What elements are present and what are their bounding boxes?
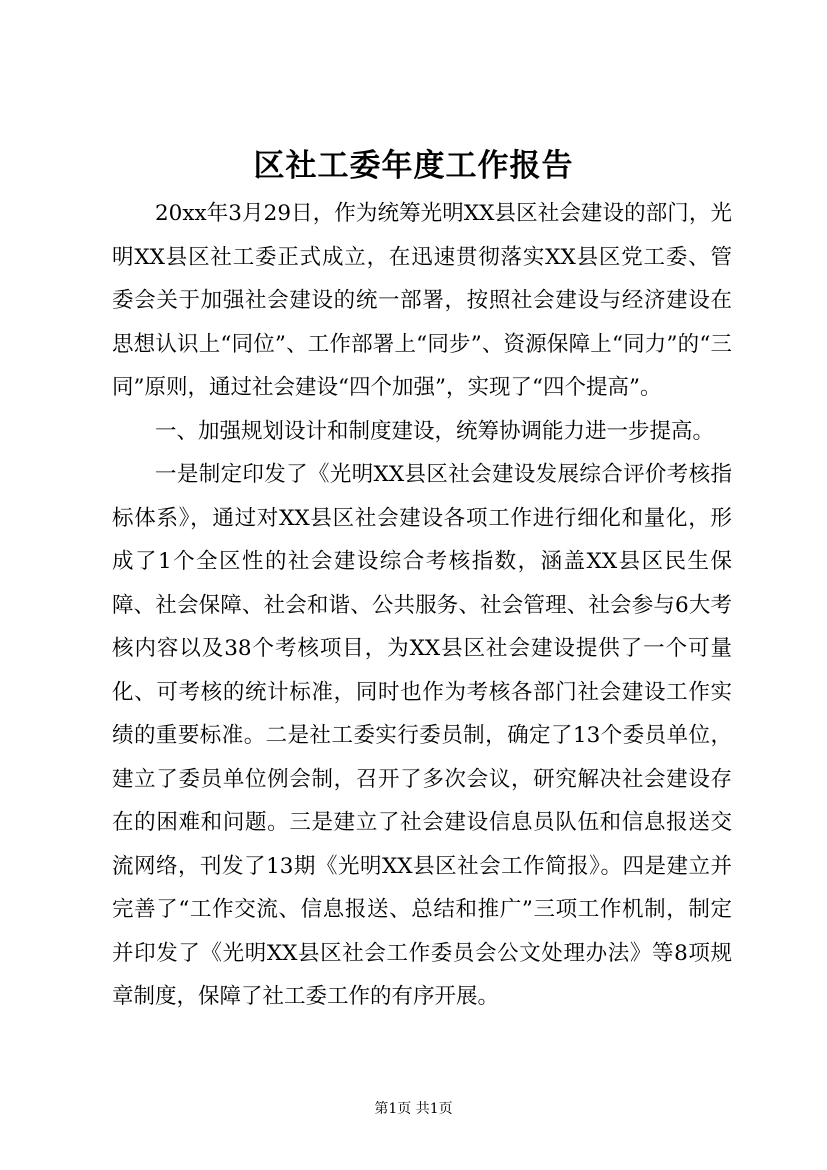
paragraph-section-heading: 一、加强规划设计和制度建设，统筹协调能力进一步提高。 xyxy=(155,418,715,444)
document-body xyxy=(112,192,732,1019)
paragraph-intro: 20xx年3月29日，作为统筹光明XX县区社会建设的部门，光明XX县区社工委正式成立，在迅速贯彻落实XX县区党工委、管委会关于加强社会建设的统一部署，按照社会建设与经济建设在思想认识上“同位”、工作部署上“同步”、资源保障上“同力”的“三同”原则，通过社会建设“四个加强”，实现了“四个提高”。 xyxy=(112,201,732,400)
document-title: 区社工委年度工作报告 xyxy=(253,148,574,184)
page-footer: 第1页 共1页 xyxy=(374,1101,453,1117)
paragraph-section-body: 一是制定印发了《光明XX县区社会建设发展综合评价考核指标体系》，通过对XX县区社会建设各项工作进行细化和量化，形成了1个全区性的社会建设综合考核指数，涵盖XX县区民生保障、社会保障、社会和谐、公共服务、社会管理、社会参与6大考核内容以及38个考核项目，为XX县区社会建设提供了一个可量化、可考核的统计标准，同时也作为考核各部门社会建设工作实绩的重要标准。二是社工委实行委员制，确定了13个委员单位，建立了委员单位例会制，召开了多次会议，研究解决社会建设存在的困难和问题。三是建立了社会建设信息员队伍和信息报送交流网络，刊发了13期《光明XX县区社会工作简报》。四是建立并完善了“工作交流、信息报送、总结和推广”三项工作机制，制定并印发了《光明XX县区社会工作委员会公文处理办法》等8项规章制度，保障了社工委工作的有序开展。 xyxy=(112,462,732,1009)
